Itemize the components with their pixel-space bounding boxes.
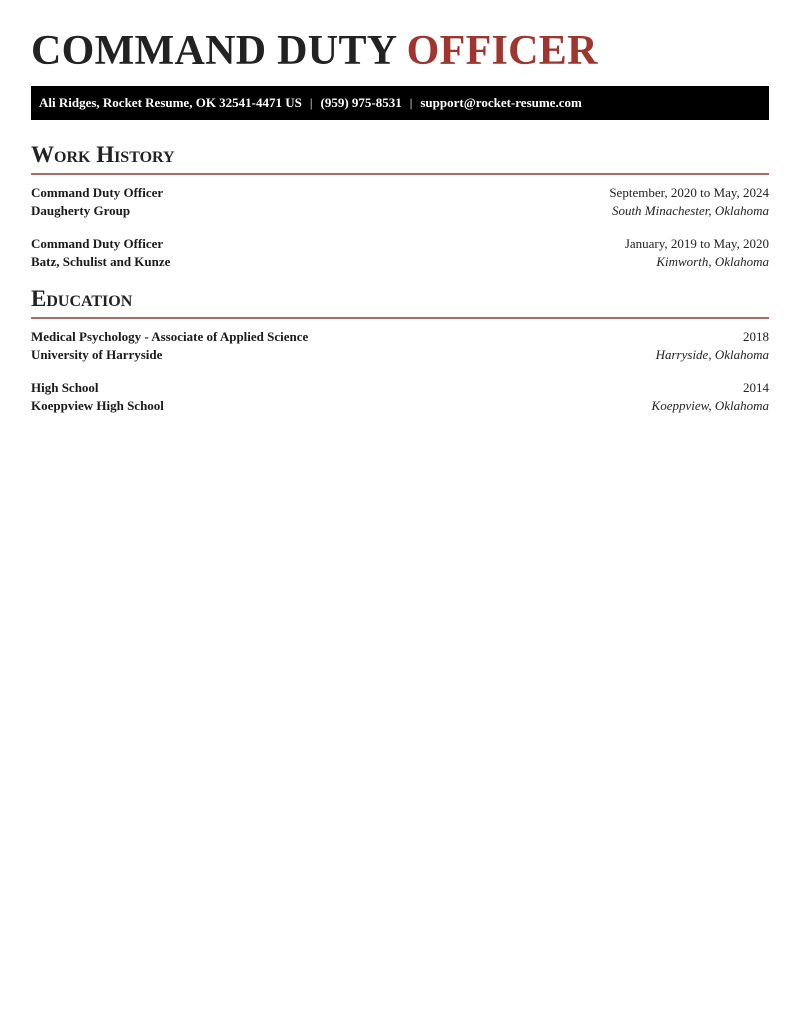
entry-row	[31, 397, 769, 415]
page-title	[31, 28, 769, 74]
job-dates: January, 2019 to May, 2020	[624, 236, 769, 251]
school-name: Koeppview High School	[31, 397, 164, 413]
work-entry	[31, 235, 769, 270]
contact-bar	[31, 86, 769, 120]
job-location: Kimworth, Oklahoma	[656, 253, 769, 269]
degree: Medical Psychology - Associate of Applied Science	[31, 329, 309, 344]
entry-row	[31, 346, 769, 364]
contact-email: support@rocket-resume.com	[420, 95, 582, 110]
section-title-education: Education	[31, 286, 769, 319]
graduation-year: 2014	[743, 380, 769, 395]
school-location: Harryside, Oklahoma	[655, 346, 769, 362]
job-company: Daugherty Group	[31, 202, 131, 218]
name-last: OFFICER	[406, 28, 598, 74]
job-company: Batz, Schulist and Kunze	[31, 253, 171, 269]
entry-row	[31, 379, 769, 397]
job-location: South Minachester, Oklahoma	[611, 202, 769, 218]
name-first: COMMAND DUTY	[31, 28, 396, 74]
education-entry	[31, 379, 769, 414]
degree: High School	[31, 380, 99, 395]
entry-row	[31, 184, 769, 202]
section-title-work-history: Work History	[31, 142, 769, 175]
entry-row	[31, 253, 769, 271]
entry-row	[31, 235, 769, 253]
school-location: Koeppview, Oklahoma	[651, 397, 769, 413]
contact-phone: (959) 975-8531	[320, 95, 402, 110]
graduation-year: 2018	[743, 329, 769, 344]
contact-address: Ali Ridges, Rocket Resume, OK 32541-4471 US	[39, 95, 302, 110]
school-name: University of Harryside	[31, 346, 163, 362]
contact-separator: |	[309, 95, 313, 110]
job-role: Command Duty Officer	[31, 236, 164, 251]
entry-row	[31, 202, 769, 220]
work-entry	[31, 184, 769, 219]
contact-separator: |	[409, 95, 413, 110]
job-role: Command Duty Officer	[31, 185, 164, 200]
job-dates: September, 2020 to May, 2024	[609, 185, 769, 200]
entry-row	[31, 328, 769, 346]
education-entry	[31, 328, 769, 363]
